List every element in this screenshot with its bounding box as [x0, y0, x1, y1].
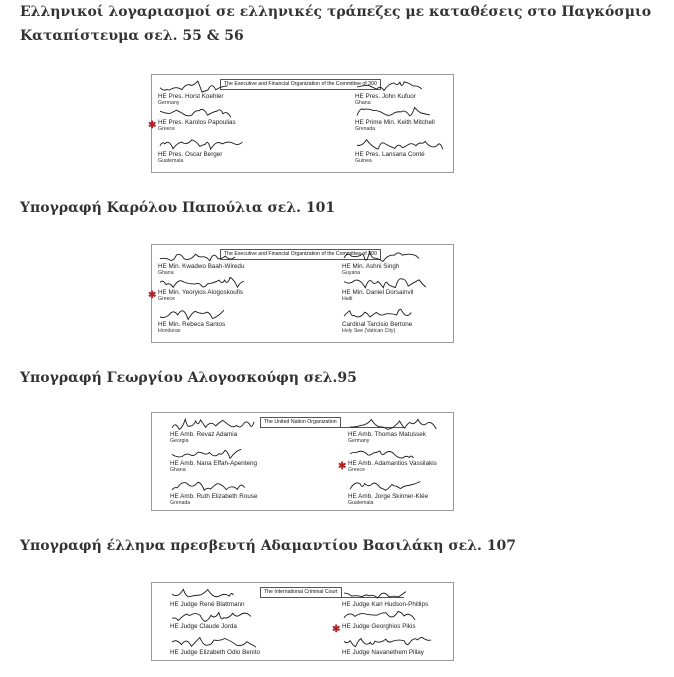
handwritten-signature [170, 635, 260, 649]
signatory-entry [355, 79, 475, 106]
signatory-name: HE Min. Yeoryios Alogoskoufis [158, 289, 244, 296]
scan-banner: The International Criminal Court [260, 587, 342, 598]
signatory-country: Greece [158, 296, 176, 302]
signatory-entry [170, 446, 290, 473]
signatory-entry [355, 105, 475, 132]
heading-accounts-line1: Ελληνικοί λογαριασμοί σε ελληνικές τράπεζες με καταθέσεις στο Παγκόσμιο [20, 4, 652, 20]
handwritten-signature [348, 446, 418, 460]
signatory-country: Germany [158, 100, 180, 106]
handwritten-signature [158, 307, 228, 321]
signatory-entry [342, 587, 462, 608]
handwritten-signature [355, 105, 435, 119]
scan-banner: The United Nation Organization [260, 417, 341, 428]
signatory-name: HE Amb. Thomas Matussek [348, 431, 426, 438]
heading-vassilakis-signature: Υπογραφή έλληνα πρεσβευτή Αδαμαντίου Βασιλάκη σελ. 107 [20, 538, 516, 554]
signature-scan-united-nations [151, 412, 454, 511]
handwritten-signature [348, 417, 438, 431]
handwritten-signature [342, 249, 422, 263]
signatory-name: HE Judge René Blattmann [170, 601, 245, 608]
red-asterisk-marker: ✱ [148, 290, 157, 301]
signatory-name: HE Judge Elizabeth Odio Benito [170, 649, 260, 656]
signatory-name: HE Min. Rebeca Santos [158, 321, 226, 328]
signatory-entry [158, 137, 278, 164]
signatory-entry [158, 79, 278, 106]
signatory-name: HE Judge Georghios Pikis [342, 623, 416, 630]
signatory-name: HE Judge Navanethem Pillay [342, 649, 424, 656]
signatory-name: HE Pres. Karolos Papoulias [158, 119, 236, 126]
handwritten-signature [342, 609, 422, 623]
handwritten-signature [342, 635, 432, 649]
signatory-entry [348, 446, 468, 473]
signatory-country: Haiti [342, 296, 353, 302]
signatory-entry [158, 249, 278, 276]
handwritten-signature [170, 417, 260, 431]
signatory-entry [170, 479, 290, 506]
signatory-entry [170, 609, 290, 630]
signatory-entry [158, 105, 278, 132]
signatory-country: Ghana [355, 100, 371, 106]
signatory-country: Honduras [158, 328, 181, 334]
red-asterisk-marker: ✱ [332, 624, 341, 635]
signatory-entry [355, 137, 475, 164]
scan-banner: The Executive and Financial Organization of the Committee of 300 [220, 249, 381, 260]
signatory-country: Guatemala [348, 500, 374, 506]
signatory-name: HE Amb. Nana Effah-Apenteng [170, 460, 258, 467]
handwritten-signature [342, 275, 432, 289]
signatory-country: Germany [348, 438, 370, 444]
signatory-entry [342, 609, 462, 630]
signatory-name: HE Amb. Jorge Skinner-Klée [348, 493, 429, 500]
handwritten-signature [342, 587, 412, 601]
handwritten-signature [158, 249, 238, 263]
signatory-country: Guyana [342, 270, 361, 276]
heading-accounts-line2: Καταπίστευμα σελ. 55 & 56 [20, 28, 244, 44]
heading-alogoskoufis-signature: Υπογραφή Γεωργίου Αλογοσκούφη σελ.95 [20, 370, 357, 386]
signatory-entry [170, 587, 290, 608]
signatory-entry [342, 275, 462, 302]
handwritten-signature [158, 79, 228, 93]
signature-scan-international-criminal-court [151, 582, 454, 661]
signatory-entry [170, 635, 290, 656]
red-asterisk-marker: ✱ [338, 461, 347, 472]
handwritten-signature [170, 479, 250, 493]
signatory-country: Georgia [170, 438, 189, 444]
handwritten-signature [170, 587, 240, 601]
signatory-name: HE Min. Ashni Singh [342, 263, 400, 270]
signatory-name: HE Pres. John Kufuor [355, 93, 416, 100]
signatory-name: HE Amb. Adamantios Vassilakis [348, 460, 437, 467]
handwritten-signature [158, 105, 238, 119]
signatory-name: HE Judge Claude Jorda [170, 623, 237, 630]
handwritten-signature [355, 79, 425, 93]
handwritten-signature [158, 275, 248, 289]
signatory-name: HE Min. Daniel Dorsainvil [342, 289, 414, 296]
signature-scan-committee-ministers [148, 244, 454, 343]
signatory-name: HE Judge Karl Hudson-Phillips [342, 601, 429, 608]
signatory-name: HE Amb. Revaz Adamia [170, 431, 238, 438]
signatory-country: Grenada [355, 126, 376, 132]
signatory-name: HE Pres. Horst Koehler [158, 93, 224, 100]
signatory-entry [348, 417, 468, 444]
handwritten-signature [170, 446, 240, 460]
signature-scan-committee-presidents [148, 74, 454, 173]
signatory-entry [348, 479, 468, 506]
signatory-entry [158, 275, 278, 302]
signatory-entry [158, 307, 278, 334]
signatory-country: Ghana [170, 467, 186, 473]
signatory-entry [342, 307, 462, 334]
signatory-country: Greece [348, 467, 366, 473]
handwritten-signature [355, 137, 445, 151]
signatory-country: Ghana [158, 270, 174, 276]
signatory-country: Guinea [355, 158, 372, 164]
signatory-name: HE Amb. Ruth Elizabeth Rouse [170, 493, 258, 500]
signatory-name: HE Pres. Lansana Conté [355, 151, 425, 158]
signatory-entry [342, 249, 462, 276]
signatory-country: Holy See (Vatican City) [342, 328, 396, 334]
signatory-entry [342, 635, 462, 656]
handwritten-signature [158, 137, 248, 151]
signatory-name: HE Min. Kwadwo Baah-Wiredu [158, 263, 245, 270]
red-asterisk-marker: ✱ [148, 120, 157, 131]
handwritten-signature [342, 307, 412, 321]
signatory-name: HE Pres. Oscar Berger [158, 151, 223, 158]
signatory-name: HE Prime Min. Keith Mitchell [355, 119, 435, 126]
scan-banner: The Executive and Financial Organization of the Committee of 300 [220, 79, 381, 90]
handwritten-signature [170, 609, 250, 623]
heading-papoulias-signature: Υπογραφή Καρόλου Παπούλια σελ. 101 [20, 200, 336, 216]
handwritten-signature [348, 479, 428, 493]
signatory-country: Greece [158, 126, 176, 132]
signatory-country: Guatemala [158, 158, 184, 164]
signatory-name: Cardinal Tarcisio Bertone [342, 321, 413, 328]
signatory-entry [170, 417, 290, 444]
signatory-country: Grenada [170, 500, 191, 506]
